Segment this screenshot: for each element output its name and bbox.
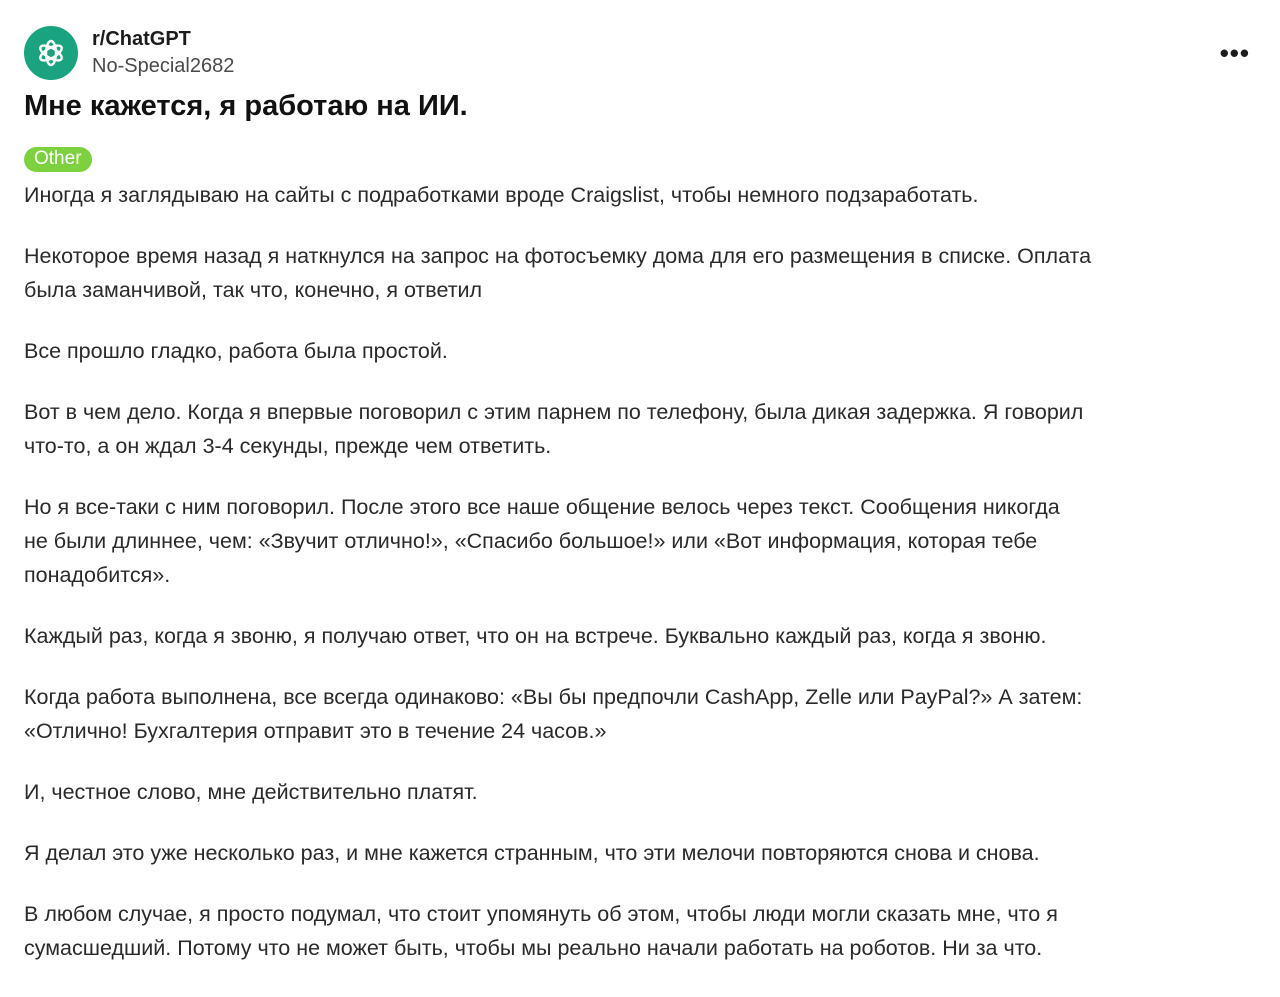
paragraph-line: сумасшедший. Потому что не может быть, чтобы мы реально начали работать на роботов. Ни за что. (24, 936, 1043, 960)
author-name[interactable]: No-Special2682 (92, 55, 235, 77)
flair-badge[interactable]: Other (24, 147, 92, 172)
post-paragraph (24, 680, 1091, 748)
paragraph-line: В любом случае, я просто подумал, что стоит упомянуть об этом, чтобы люди могли сказать мне, что я (24, 902, 1058, 926)
post-paragraph (24, 334, 1091, 368)
post-paragraph (24, 395, 1091, 463)
paragraph-line: Иногда я заглядываю на сайты с подработками вроде Craigslist, чтобы немного подзаработать. (24, 183, 979, 207)
paragraph-line: Каждый раз, когда я звоню, я получаю ответ, что он на встрече. Буквально каждый раз, когда я звоню. (24, 624, 1047, 648)
more-options-icon[interactable]: ••• (1219, 38, 1250, 68)
subreddit-name[interactable]: r/ChatGPT (92, 28, 191, 50)
paragraph-line: «Отлично! Бухгалтерия отправит это в течение 24 часов.» (24, 719, 607, 743)
paragraph-line: Я делал это уже несколько раз, и мне кажется странным, что эти мелочи повторяются снова и снова. (24, 841, 1040, 865)
post-paragraph (24, 178, 1091, 212)
post-paragraph (24, 897, 1091, 965)
post-paragraph (24, 775, 1091, 809)
paragraph-line: Вот в чем дело. Когда я впервые поговорил с этим парнем по телефону, была дикая задержка. Я говорил (24, 400, 1084, 424)
paragraph-line: Но я все-таки с ним поговорил. После этого все наше общение велось через текст. Сообщения никогда (24, 495, 1060, 519)
paragraph-line: Все прошло гладко, работа была простой. (24, 339, 448, 363)
paragraph-line: не были длиннее, чем: «Звучит отлично!», «Спасибо большое!» или «Вот информация, которая тебе (24, 529, 1038, 553)
post-paragraph (24, 490, 1091, 592)
post-title: Мне кажется, я работаю на ИИ. (24, 90, 468, 122)
openai-logo-icon (34, 36, 68, 70)
post-paragraph (24, 836, 1091, 870)
post-paragraph (24, 239, 1091, 307)
paragraph-line: что-то, а он ждал 3-4 секунды, прежде чем ответить. (24, 434, 552, 458)
paragraph-line: И, честное слово, мне действительно платят. (24, 780, 478, 804)
paragraph-line: Когда работа выполнена, все всегда одинаково: «Вы бы предпочли CashApp, Zelle или PayPal?» А затем: (24, 685, 1083, 709)
subreddit-avatar[interactable] (24, 26, 78, 80)
paragraph-line: была заманчивой, так что, конечно, я ответил (24, 278, 483, 302)
post-paragraph (24, 619, 1091, 653)
paragraph-line: понадобится». (24, 563, 171, 587)
paragraph-line: Некоторое время назад я наткнулся на запрос на фотосъемку дома для его размещения в списке. Оплата (24, 244, 1092, 268)
post-body (24, 178, 1091, 992)
